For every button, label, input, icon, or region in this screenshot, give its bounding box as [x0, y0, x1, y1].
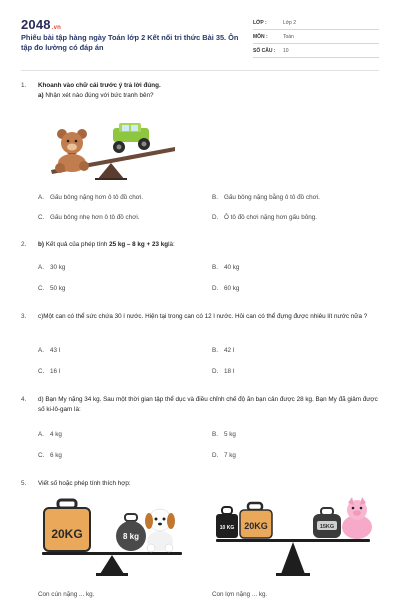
q4-option-a[interactable] [38, 431, 62, 438]
question-heading: Khoanh vào chữ cái trước ý trả lời đúng. [38, 82, 161, 89]
option-letter: D. [212, 285, 219, 292]
q4-option-d[interactable] [212, 452, 236, 459]
logo-tld: .vn [51, 25, 62, 31]
option-letter: D. [212, 368, 219, 375]
question-5 [21, 479, 381, 489]
question-3 [21, 312, 381, 322]
weight-label: 10 KG [219, 525, 235, 531]
option-text: 16 l [50, 368, 61, 375]
scale-beam [42, 552, 182, 576]
weight-10kg-icon [216, 507, 238, 538]
q4-option-b[interactable] [212, 431, 236, 438]
meta-row-class [253, 16, 379, 30]
weight-label: 20KG [51, 527, 83, 541]
question-1 [21, 81, 381, 101]
option-text: 60 kg [224, 285, 240, 292]
question-number: 3. [21, 313, 27, 320]
caption-puppy: Con cún nặng ... kg. [38, 591, 95, 598]
weight-15kg-icon [313, 508, 341, 538]
q3-option-d[interactable] [212, 368, 234, 375]
option-letter: C. [38, 214, 45, 221]
caption-pig: Con lợn nặng ... kg. [212, 591, 268, 598]
option-letter: C. [38, 368, 45, 375]
option-letter: C. [38, 285, 45, 292]
option-text: Gấu bông nặng hơn ô tô đồ chơi. [50, 194, 143, 201]
sub-text: Nhận xét nào đúng với bức tranh bên? [45, 92, 154, 99]
seesaw-illustration [45, 123, 175, 180]
option-letter: A. [38, 264, 44, 271]
worksheet-title: Phiếu bài tập hàng ngày Toán lớp 2 Kết nối tri thức Bài 35. Ôn tập đo lường có đáp án [21, 33, 239, 52]
toy-car-icon [113, 123, 150, 153]
sub-label: a) [38, 92, 44, 99]
meta-row-count [253, 44, 379, 58]
question-text: d) Bạn My nặng 34 kg. Sau một thời gian tập thể dục và điều chỉnh chế độ ăn bạn cân được 28 kg. Bạn My đã giảm được số ki-lô-gam là: [38, 396, 378, 413]
option-text: 5 kg [224, 431, 236, 438]
option-text: 7 kg [224, 452, 236, 459]
meta-key: SỐ CÂU : [253, 47, 276, 54]
right-scale-illustration [214, 494, 374, 582]
sub-label: b) [38, 241, 44, 248]
q4-option-c[interactable] [38, 452, 62, 459]
seesaw-fulcrum [95, 163, 127, 180]
q2-option-c[interactable] [38, 285, 65, 292]
puppy-icon [145, 509, 175, 552]
meta-value: Lớp 2 [283, 19, 297, 26]
meta-key: MÔN : [253, 33, 268, 40]
option-text: Gấu bông nhẹ hơn ô tô đồ chơi. [50, 214, 140, 221]
q3-option-b[interactable] [212, 347, 234, 354]
option-text: 42 l [224, 347, 235, 354]
q1-option-c[interactable] [38, 214, 139, 221]
option-text: Ô tô đồ chơi nặng hơn gấu bông. [224, 214, 317, 221]
meta-key: LỚP : [253, 19, 267, 26]
option-text: 40 kg [224, 264, 240, 271]
q3-option-c[interactable] [38, 368, 60, 375]
site-logo[interactable] [21, 17, 61, 32]
question-4 [21, 395, 381, 415]
question-number: 5. [21, 480, 27, 487]
question-text: Kết quả của phép tính [45, 241, 108, 248]
question-expression: 25 kg – 8 kg + 23 kg [109, 241, 169, 248]
option-text: Gấu bông nặng bằng ô tô đồ chơi. [224, 194, 320, 201]
meta-row-subject [253, 30, 379, 44]
option-letter: A. [38, 347, 44, 354]
option-letter: B. [212, 431, 218, 438]
option-letter: B. [212, 347, 218, 354]
weight-label: 8 kg [122, 532, 140, 541]
pig-icon [342, 497, 372, 539]
weight-20kg-icon [240, 503, 272, 538]
question-text: Viết số hoặc phép tính thích hợp: [38, 480, 131, 487]
q3-option-a[interactable] [38, 347, 60, 354]
q1-option-a[interactable] [38, 194, 143, 201]
question-text-end: là: [168, 241, 175, 248]
meta-value: 10 [283, 47, 289, 54]
left-scale-illustration [40, 494, 185, 582]
scale-beam [216, 539, 370, 576]
q1-option-d[interactable] [212, 214, 317, 221]
option-letter: D. [212, 452, 219, 459]
option-text: 18 l [224, 368, 235, 375]
option-letter: B. [212, 264, 218, 271]
option-text: 43 l [50, 347, 61, 354]
question-text: c)Một can có thể sức chứa 30 l nước. Hiện tại trong can có 12 l nước. Hỏi can có thể đựng được nhiêu lít nước nữa ? [38, 313, 368, 320]
q2-option-b[interactable] [212, 264, 239, 271]
header-divider [21, 70, 379, 71]
option-text: 50 kg [50, 285, 66, 292]
question-2 [21, 240, 381, 250]
option-text: 6 kg [50, 452, 62, 459]
option-letter: D. [212, 214, 219, 221]
q1-option-b[interactable] [212, 194, 320, 201]
q2-option-a[interactable] [38, 264, 65, 271]
weight-20kg-icon [44, 500, 90, 551]
question-number: 2. [21, 241, 27, 248]
question-number: 4. [21, 396, 27, 403]
meta-table [253, 16, 379, 58]
meta-value: Toán [283, 33, 294, 40]
option-text: 4 kg [50, 431, 62, 438]
q2-option-d[interactable] [212, 285, 239, 292]
weight-label: 15KG [319, 524, 335, 530]
question-number: 1. [21, 82, 27, 89]
option-letter: B. [212, 194, 218, 201]
option-letter: A. [38, 194, 44, 201]
option-letter: C. [38, 452, 45, 459]
logo-text: 2048 [21, 17, 51, 32]
option-text: 30 kg [50, 264, 66, 271]
teddy-bear-icon [55, 129, 89, 173]
weight-8kg-icon [116, 514, 146, 551]
weight-label: 20KG [244, 521, 268, 531]
option-letter: A. [38, 431, 44, 438]
